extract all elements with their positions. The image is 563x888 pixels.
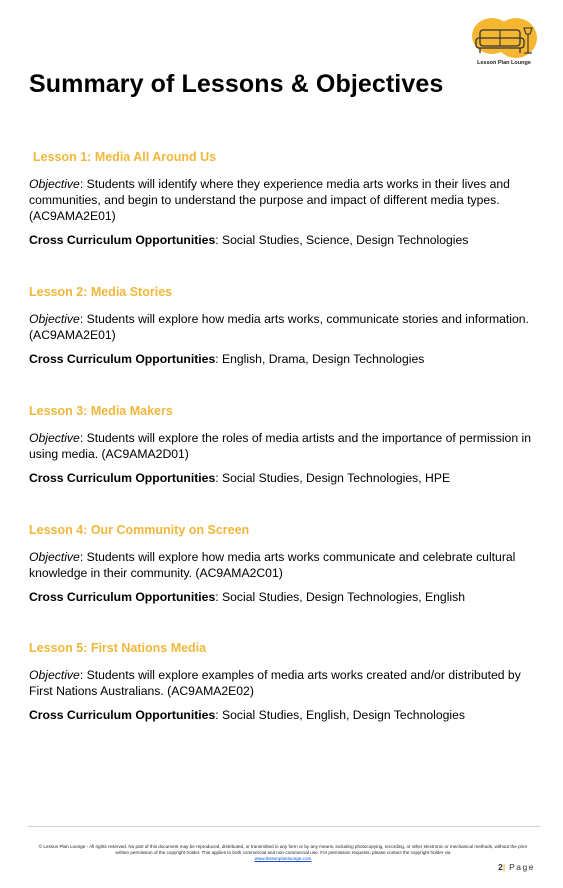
cross-curriculum	[29, 707, 544, 723]
lesson-objective	[29, 549, 544, 581]
lesson-section	[29, 285, 544, 367]
lesson-title: Lesson 4: Our Community on Screen	[29, 523, 250, 537]
page-title: Summary of Lessons & Objectives	[29, 70, 444, 98]
page-label: Page	[509, 862, 535, 872]
cross-text: : Social Studies, Design Technologies, HPE	[215, 471, 451, 485]
page-separator: |	[502, 862, 506, 872]
lesson-objective	[29, 430, 544, 462]
cross-curriculum	[29, 232, 544, 248]
page-number-value: 2	[498, 862, 503, 872]
footer-divider	[28, 826, 540, 827]
objective-label: Objective	[29, 668, 80, 682]
objective-text: : Students will explore the roles of media artists and the importance of permission in using media. (AC9AMA2D01)	[29, 431, 531, 461]
cross-label: Cross Curriculum Opportunities	[29, 352, 216, 366]
lesson-title: Lesson 2: Media Stories	[29, 285, 173, 299]
page-number	[498, 862, 535, 872]
lesson-title: Lesson 1: Media All Around Us	[33, 150, 217, 164]
objective-text: : Students will identify where they experience media arts works in their lives and communities, and begin to understand the purpose and impact of different media types. (AC9AMA2E01)	[29, 177, 510, 223]
objective-text: : Students will explore how media arts works communicate and celebrate cultural knowledge in their community. (AC9AMA2C01)	[29, 550, 516, 580]
website-link[interactable]: www.lessonplanlounge.com	[254, 856, 312, 861]
cross-curriculum	[29, 470, 544, 486]
lesson-objective	[29, 311, 544, 343]
lesson-section	[29, 404, 544, 486]
lesson-objective	[29, 176, 544, 224]
cross-label: Cross Curriculum Opportunities	[29, 471, 216, 485]
logo-caption: Lesson Plan Lounge	[477, 60, 531, 66]
objective-text: : Students will explore how media arts works, communicate stories and information. (AC9AMA2E01)	[29, 312, 529, 342]
lesson-section	[29, 523, 544, 605]
sofa-logo-icon	[470, 16, 540, 62]
objective-label: Objective	[29, 431, 80, 445]
cross-label: Cross Curriculum Opportunities	[29, 590, 216, 604]
cross-text: : Social Studies, Science, Design Technologies	[215, 233, 469, 247]
objective-label: Objective	[29, 550, 80, 564]
copyright-text: © Lesson Plan Lounge - All rights reserved. No part of this document may be reproduced, distributed, or transmitted in any form or by any means, including photocopying, recording, or other electronic or mechanical methods, without the prior written permission of the copyright holder. This applies to both commercial and non-commercial use. For permission requests, please contact the copyright holder via	[38, 844, 528, 855]
objective-label: Objective	[29, 312, 80, 326]
cross-text: : Social Studies, English, Design Technologies	[215, 708, 465, 722]
objective-label: Objective	[29, 177, 80, 191]
cross-curriculum	[29, 351, 544, 367]
lesson-title: Lesson 5: First Nations Media	[29, 641, 207, 655]
lesson-section	[29, 150, 544, 248]
footer-copyright	[33, 844, 533, 862]
lesson-objective	[29, 667, 544, 699]
cross-label: Cross Curriculum Opportunities	[29, 708, 216, 722]
lesson-title: Lesson 3: Media Makers	[29, 404, 173, 418]
cross-text: : Social Studies, Design Technologies, English	[215, 590, 465, 604]
cross-curriculum	[29, 589, 544, 605]
lesson-section	[29, 641, 544, 723]
objective-text: : Students will explore examples of media arts works created and/or distributed by First Nations Australians. (AC9AMA2E02)	[29, 668, 521, 698]
cross-label: Cross Curriculum Opportunities	[29, 233, 216, 247]
cross-text: : English, Drama, Design Technologies	[215, 352, 425, 366]
